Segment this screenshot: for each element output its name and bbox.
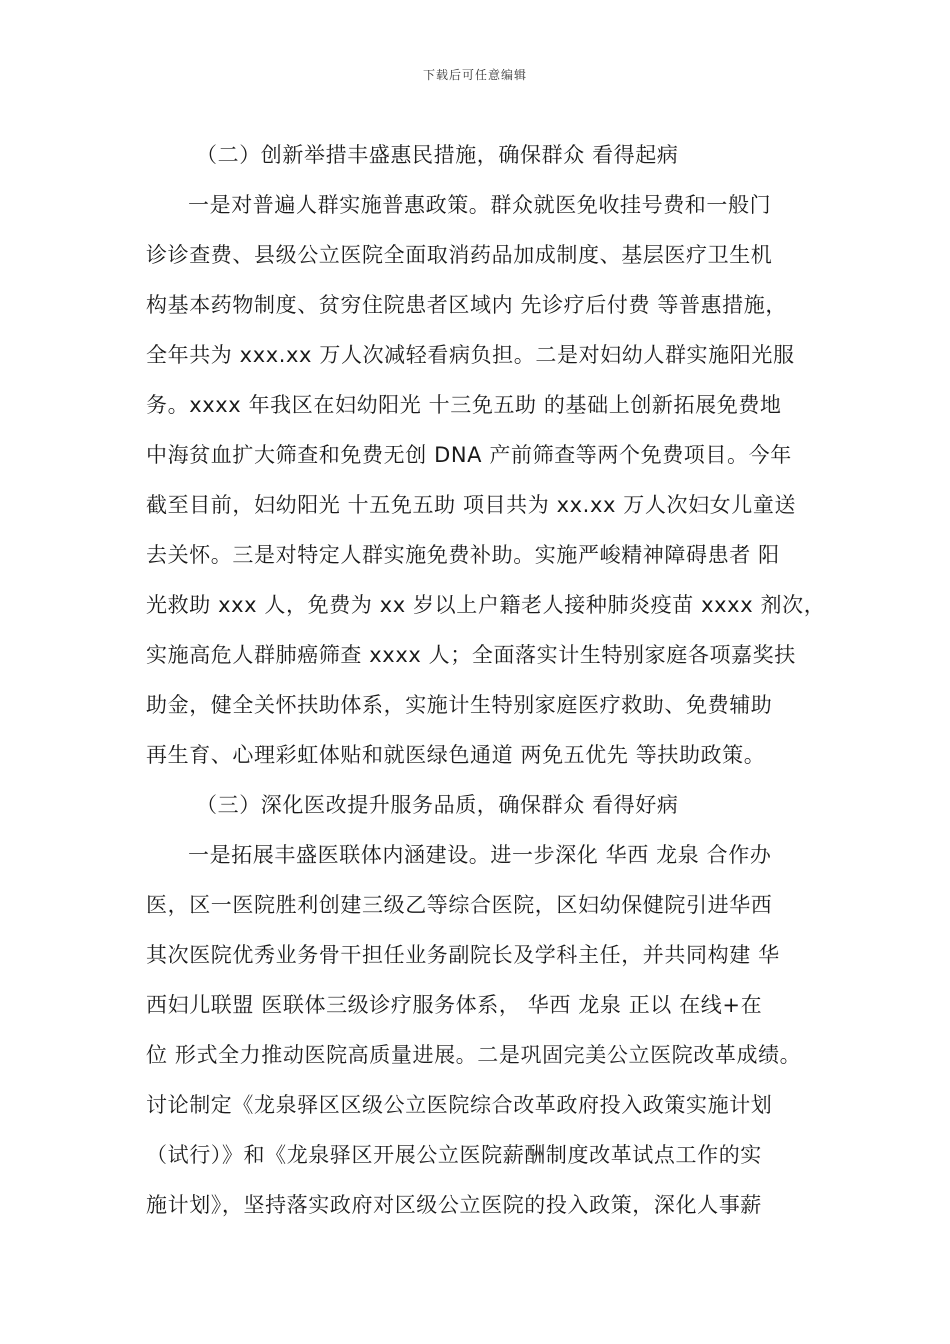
paragraph-line: 其次医院优秀业务骨干担任业务副院长及学科主任，并共同构建 华 [146, 943, 780, 967]
paragraph-line: 全年共为 xxx.xx 万人次减轻看病负担。二是对妇幼人群实施阳光服 [146, 343, 795, 367]
paragraph-line: 务。xxxx 年我区在妇幼阳光 十三免五助 的基础上创新拓展免费地 [146, 393, 782, 417]
paragraph-line: 医，区一医院胜利创建三级乙等综合医院，区妇幼保健院引进华西 [146, 893, 773, 917]
paragraph-line: 西妇儿联盟 医联体三级诊疗服务体系， 华西 龙泉 正以 在线+在 [146, 993, 763, 1017]
paragraph-line: 讨论制定《龙泉驿区区级公立医院综合改革政府投入政策实施计划 [146, 1093, 773, 1117]
paragraph-line: 中海贫血扩大筛查和免费无创 DNA 产前筛查等两个免费项目。今年 [146, 443, 792, 467]
section-heading-3: （三）深化医改提升服务品质，确保群众 看得好病 [196, 793, 679, 817]
paragraph-line: 去关怀。三是对特定人群实施免费补助。实施严峻精神障碍患者 阳 [146, 543, 780, 567]
paragraph-line: 截至目前，妇幼阳光 十五免五助 项目共为 xx.xx 万人次妇女儿童送 [146, 493, 797, 517]
paragraph-line: 构基本药物制度、贫穷住院患者区域内 先诊疗后付费 等普惠措施， [146, 293, 787, 317]
body-text [146, 130, 826, 1230]
paragraph-line: 一是对普遍人群实施普惠政策。群众就医免收挂号费和一般门 [188, 193, 772, 217]
paragraph-line: 诊诊查费、县级公立医院全面取消药品加成制度、基层医疗卫生机 [146, 243, 773, 267]
header-note: 下载后可任意编辑 [422, 68, 527, 82]
paragraph-line: 一是拓展丰盛医联体内涵建设。进一步深化 华西 龙泉 合作办 [188, 843, 772, 867]
paragraph-line: 助金，健全关怀扶助体系，实施计生特别家庭医疗救助、免费辅助 [146, 693, 773, 717]
paragraph-line: 光救助 xxx 人，免费为 xx 岁以上户籍老人接种肺炎疫苗 xxxx 剂次， [146, 593, 826, 617]
paragraph-line: （试行）》和《龙泉驿区开展公立医院薪酬制度改革试点工作的实 [146, 1143, 762, 1167]
section-heading-2: （二）创新举措丰盛惠民措施，确保群众 看得起病 [196, 143, 679, 167]
paragraph-line: 施计划》，坚持落实政府对区级公立医院的投入政策，深化人事薪 [146, 1193, 762, 1217]
paragraph-line: 再生育、心理彩虹体贴和就医绿色通道 两免五优先 等扶助政策。 [146, 743, 766, 767]
paragraph-line: 位 形式全力推动医院高质量进展。二是巩固完美公立医院改革成绩。 [146, 1043, 802, 1067]
paragraph-line: 实施高危人群肺癌筛查 xxxx 人；全面落实计生特别家庭各项嘉奖扶 [146, 643, 796, 667]
